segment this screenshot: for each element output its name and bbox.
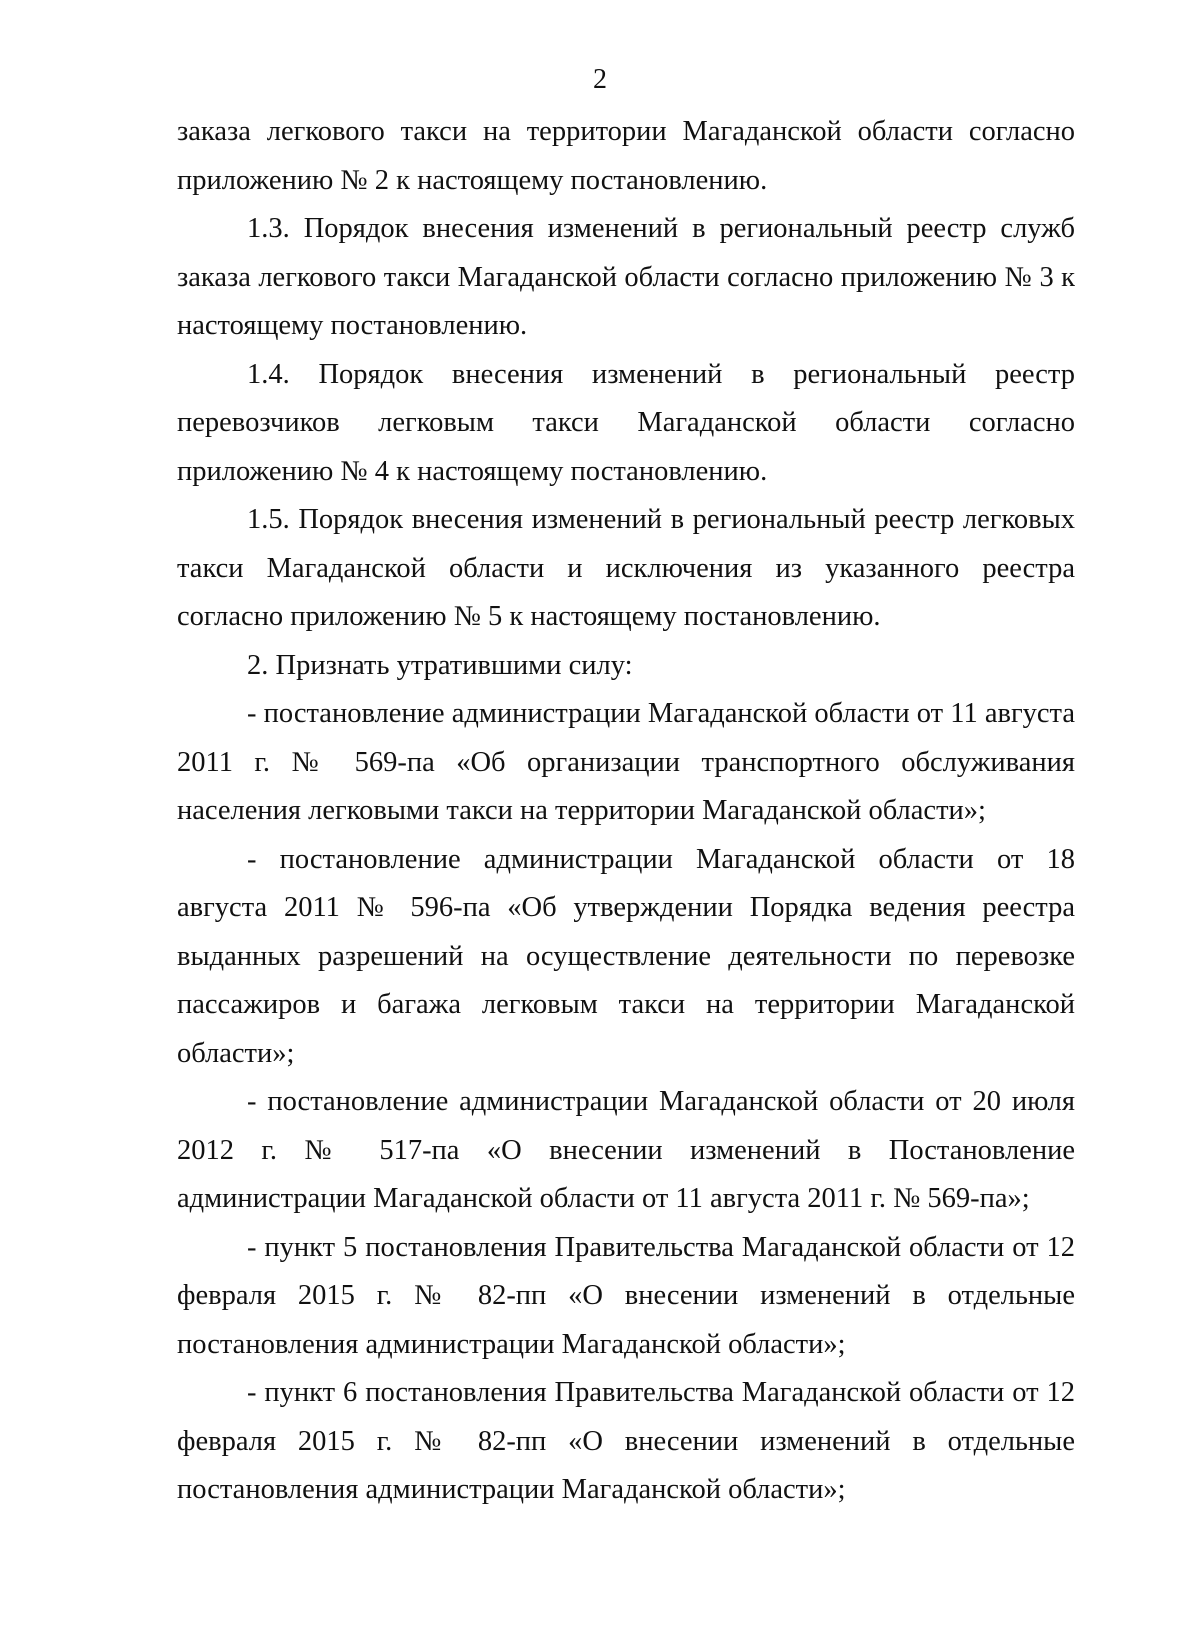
- paragraph-2: 2. Признать утратившими силу:: [247, 649, 633, 681]
- list-item-596-pa: - постановление администрации Магаданской области от 18 августа 2011 № 596-па «Об утверждении Порядка ведения реестра выданных разрешений на осуществление деятельности по перевозке пассажиров и багажа легковым такси на территории Магаданской области»;: [177, 843, 1075, 1069]
- list-item-569-pa: - постановление администрации Магаданской области от 11 августа 2011 г. № 569-па «Об организации транспортного обслуживания населения легковыми такси на территории Магаданской области»;: [177, 698, 1075, 826]
- paragraph-1-5: 1.5. Порядок внесения изменений в региональный реестр легковых такси Магаданской области и исключения из указанного реестра согласно приложению № 5 к настоящему постановлению.: [177, 504, 1075, 632]
- page-number: 2: [593, 64, 607, 95]
- list-item-517-pa: - постановление администрации Магаданской области от 20 июля 2012 г. № 517-па «О внесении изменений в Постановление администрации Магаданской области от 11 августа 2011 г. № 569-па»;: [177, 1086, 1075, 1214]
- paragraph-continuation: заказа легкового такси на территории Магаданской области согласно приложению № 2 к настоящему постановлению.: [177, 116, 1075, 196]
- document-body: [177, 108, 1075, 1515]
- paragraph-1-3: 1.3. Порядок внесения изменений в региональный реестр служб заказа легкового такси Магаданской области согласно приложению № 3 к настоящему постановлению.: [177, 213, 1075, 341]
- list-item-punkt-6: - пункт 6 постановления Правительства Магаданской области от 12 февраля 2015 г. № 82-пп «О внесении изменений в отдельные постановления администрации Магаданской области»;: [177, 1377, 1075, 1505]
- list-item-punkt-5: - пункт 5 постановления Правительства Магаданской области от 12 февраля 2015 г. № 82-пп «О внесении изменений в отдельные постановления администрации Магаданской области»;: [177, 1231, 1075, 1360]
- paragraph-1-4: 1.4. Порядок внесения изменений в региональный реестр перевозчиков легковым такси Магаданской области согласно приложению № 4 к настоящему постановлению.: [177, 358, 1075, 487]
